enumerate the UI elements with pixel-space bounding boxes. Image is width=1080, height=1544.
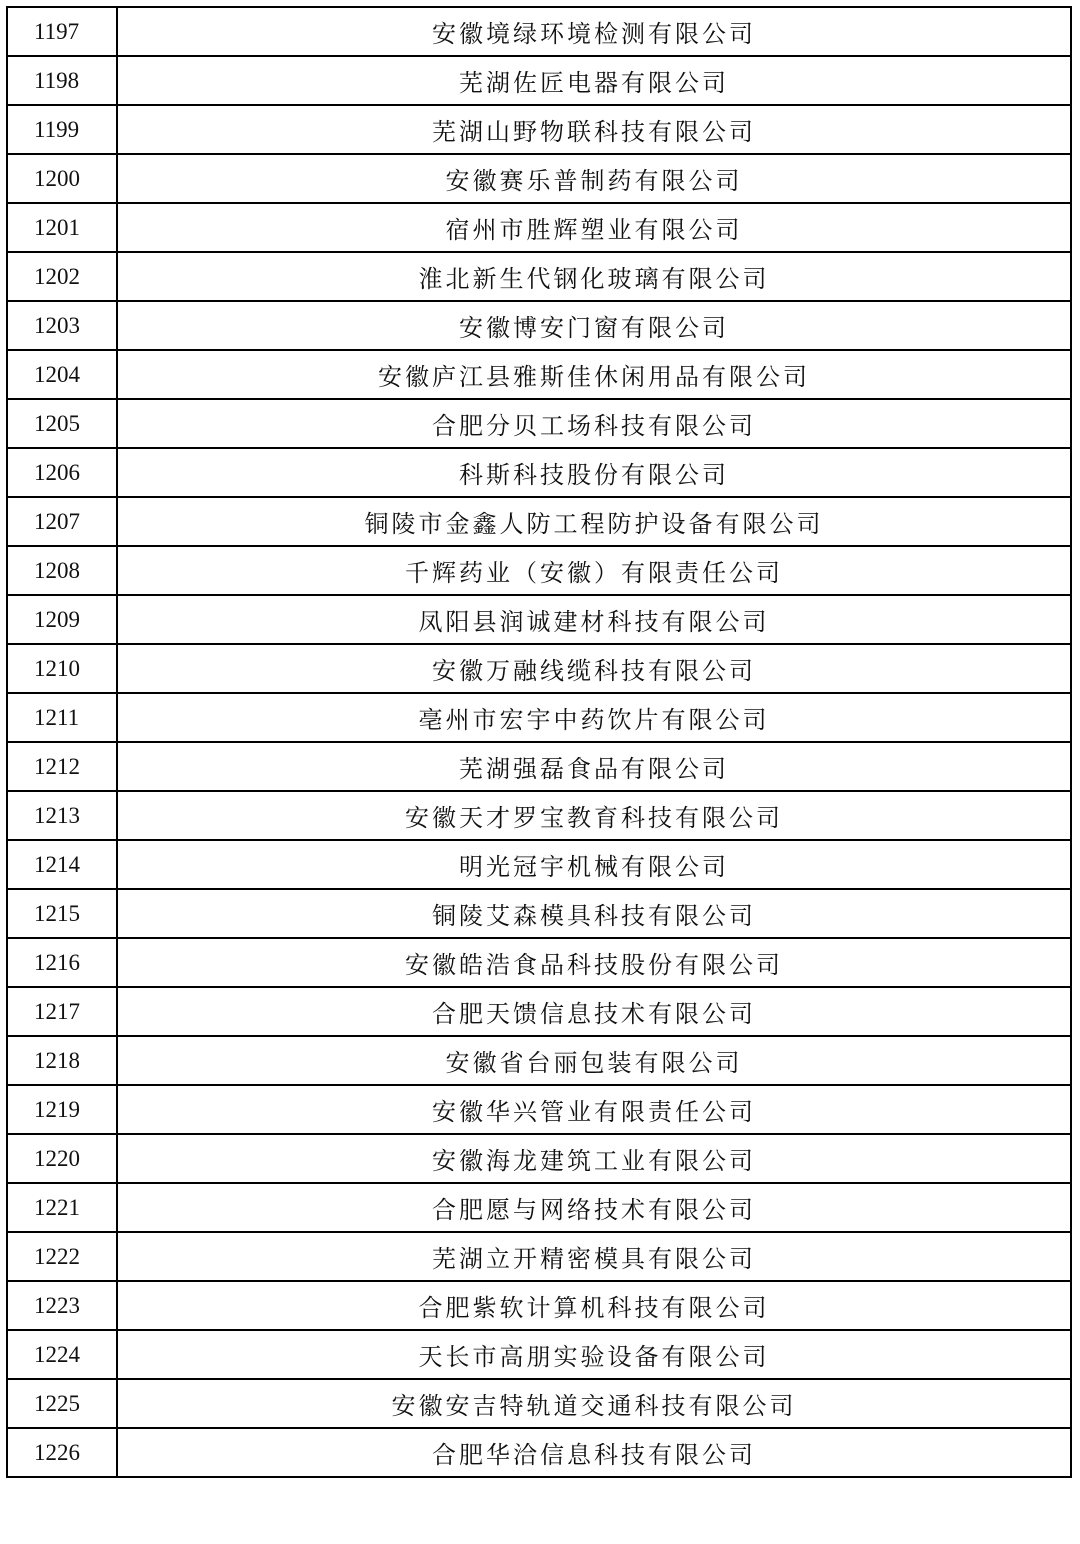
company-name: 合肥分贝工场科技有限公司	[117, 399, 1071, 448]
table-row	[7, 1330, 1071, 1379]
row-number: 1224	[7, 1330, 117, 1379]
table-row	[7, 1232, 1071, 1281]
company-name: 亳州市宏宇中药饮片有限公司	[117, 693, 1071, 742]
row-number: 1218	[7, 1036, 117, 1085]
table-row	[7, 693, 1071, 742]
table-row	[7, 497, 1071, 546]
table-row	[7, 644, 1071, 693]
row-number: 1209	[7, 595, 117, 644]
table-row	[7, 154, 1071, 203]
table-row	[7, 1036, 1071, 1085]
row-number: 1198	[7, 56, 117, 105]
table-row	[7, 1085, 1071, 1134]
company-name: 安徽赛乐普制药有限公司	[117, 154, 1071, 203]
row-number: 1215	[7, 889, 117, 938]
row-number: 1203	[7, 301, 117, 350]
company-name: 安徽省台丽包装有限公司	[117, 1036, 1071, 1085]
company-name: 铜陵市金鑫人防工程防护设备有限公司	[117, 497, 1071, 546]
company-name: 合肥华洽信息科技有限公司	[117, 1428, 1071, 1477]
table-row	[7, 448, 1071, 497]
row-number: 1212	[7, 742, 117, 791]
row-number: 1207	[7, 497, 117, 546]
row-number: 1219	[7, 1085, 117, 1134]
table-row	[7, 1134, 1071, 1183]
table-row	[7, 7, 1071, 56]
table-row	[7, 1379, 1071, 1428]
table-row	[7, 399, 1071, 448]
company-name: 合肥天馈信息技术有限公司	[117, 987, 1071, 1036]
company-name: 芜湖强磊食品有限公司	[117, 742, 1071, 791]
company-name: 芜湖佐匠电器有限公司	[117, 56, 1071, 105]
table-row	[7, 791, 1071, 840]
company-name: 安徽庐江县雅斯佳休闲用品有限公司	[117, 350, 1071, 399]
table-row	[7, 889, 1071, 938]
company-name: 合肥紫软计算机科技有限公司	[117, 1281, 1071, 1330]
company-name: 淮北新生代钢化玻璃有限公司	[117, 252, 1071, 301]
company-name: 芜湖山野物联科技有限公司	[117, 105, 1071, 154]
table-row	[7, 938, 1071, 987]
company-name: 科斯科技股份有限公司	[117, 448, 1071, 497]
company-name: 明光冠宇机械有限公司	[117, 840, 1071, 889]
row-number: 1220	[7, 1134, 117, 1183]
table-row	[7, 1183, 1071, 1232]
row-number: 1210	[7, 644, 117, 693]
row-number: 1201	[7, 203, 117, 252]
row-number: 1225	[7, 1379, 117, 1428]
row-number: 1199	[7, 105, 117, 154]
row-number: 1204	[7, 350, 117, 399]
company-name: 安徽万融线缆科技有限公司	[117, 644, 1071, 693]
table-body	[7, 7, 1071, 1477]
row-number: 1221	[7, 1183, 117, 1232]
table-row	[7, 350, 1071, 399]
row-number: 1206	[7, 448, 117, 497]
company-name: 芜湖立开精密模具有限公司	[117, 1232, 1071, 1281]
table-row	[7, 1281, 1071, 1330]
company-name: 铜陵艾森模具科技有限公司	[117, 889, 1071, 938]
row-number: 1208	[7, 546, 117, 595]
table-row	[7, 252, 1071, 301]
company-name: 天长市高朋实验设备有限公司	[117, 1330, 1071, 1379]
row-number: 1226	[7, 1428, 117, 1477]
company-name: 凤阳县润诚建材科技有限公司	[117, 595, 1071, 644]
company-name: 安徽安吉特轨道交通科技有限公司	[117, 1379, 1071, 1428]
table-row	[7, 203, 1071, 252]
row-number: 1213	[7, 791, 117, 840]
company-name: 千辉药业（安徽）有限责任公司	[117, 546, 1071, 595]
table-row	[7, 840, 1071, 889]
table-row	[7, 105, 1071, 154]
company-name: 安徽博安门窗有限公司	[117, 301, 1071, 350]
row-number: 1222	[7, 1232, 117, 1281]
company-name: 宿州市胜辉塑业有限公司	[117, 203, 1071, 252]
row-number: 1197	[7, 7, 117, 56]
row-number: 1200	[7, 154, 117, 203]
company-name: 安徽皓浩食品科技股份有限公司	[117, 938, 1071, 987]
company-name: 安徽境绿环境检测有限公司	[117, 7, 1071, 56]
row-number: 1217	[7, 987, 117, 1036]
company-name: 安徽华兴管业有限责任公司	[117, 1085, 1071, 1134]
table-row	[7, 301, 1071, 350]
table-row	[7, 987, 1071, 1036]
table-row	[7, 546, 1071, 595]
company-name: 安徽海龙建筑工业有限公司	[117, 1134, 1071, 1183]
row-number: 1214	[7, 840, 117, 889]
table-row	[7, 742, 1071, 791]
table-row	[7, 56, 1071, 105]
row-number: 1223	[7, 1281, 117, 1330]
company-list-table	[6, 6, 1072, 1478]
row-number: 1211	[7, 693, 117, 742]
table-row	[7, 1428, 1071, 1477]
row-number: 1216	[7, 938, 117, 987]
row-number: 1202	[7, 252, 117, 301]
table-row	[7, 595, 1071, 644]
row-number: 1205	[7, 399, 117, 448]
company-name: 安徽天才罗宝教育科技有限公司	[117, 791, 1071, 840]
company-name: 合肥愿与网络技术有限公司	[117, 1183, 1071, 1232]
